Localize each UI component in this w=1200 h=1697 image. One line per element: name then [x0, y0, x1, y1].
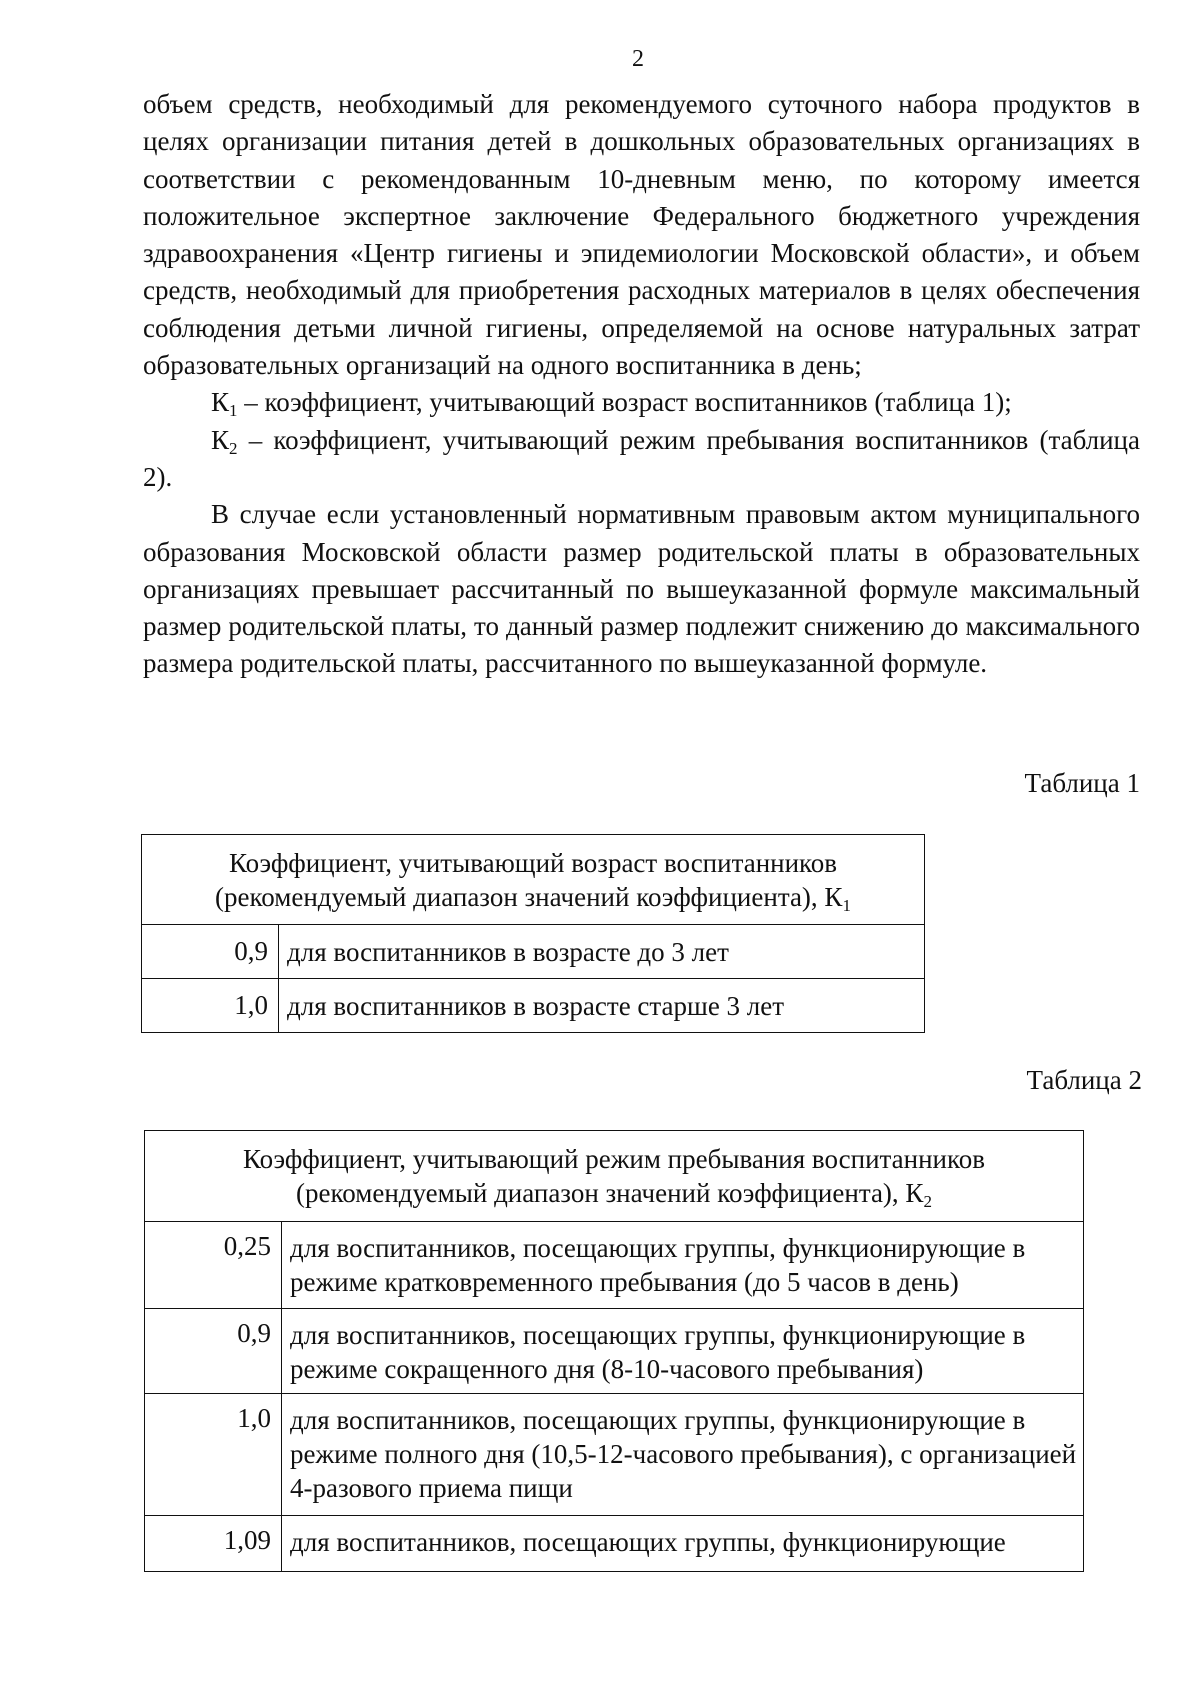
- table2-row2-description: для воспитанников, посещающих группы, функционирующие в режиме сокращенного дня (8-10-часового пребывания): [282, 1309, 1084, 1394]
- k1-text: – коэффициент, учитывающий возраст воспитанников (таблица 1);: [237, 387, 1012, 418]
- page-number: 2: [632, 46, 644, 72]
- table1-row1-value: 0,9: [142, 925, 279, 979]
- table2-label: Таблица 2: [1026, 1065, 1142, 1095]
- table-row: [145, 1394, 1084, 1516]
- table1-row1-description: для воспитанников в возрасте до 3 лет: [279, 925, 925, 979]
- table1-header-line1: Коэффициент, учитывающий возраст воспитанников: [228, 847, 838, 878]
- table2-row2-value: 0,9: [145, 1309, 282, 1394]
- table1-header: [142, 835, 925, 925]
- paragraph-k1-definition: [143, 384, 1140, 421]
- table1-header-line2: (рекомендуемый диапазон значений коэффициента), К: [215, 881, 843, 912]
- k2-text: – коэффициент, учитывающий режим пребывания воспитанников (таблица 2).: [143, 424, 1140, 492]
- paragraph-parent-fee-reduction: В случае если установленный нормативным правовым актом муниципального образования Московской области размер родительской платы в образовательных организациях превышает рассчитанный по вышеуказанной формуле максимальный размер родительской платы, то данный размер подлежит снижению до максимального размера родительской платы, рассчитанного по вышеуказанной формуле.: [143, 499, 1140, 679]
- table-row: [142, 979, 925, 1033]
- table-row: [145, 1309, 1084, 1394]
- k2-symbol: К: [211, 424, 230, 455]
- paragraph-k2-definition: [143, 422, 1140, 497]
- table1-header-line2-wrap: [142, 880, 924, 914]
- body-text: [143, 86, 1140, 683]
- table-row: [142, 925, 925, 979]
- table-row: [145, 1222, 1084, 1309]
- table2-header-subscript: 2: [923, 1192, 932, 1211]
- table-stay-mode-coefficient: [144, 1130, 1084, 1572]
- table2-row1-description: для воспитанников, посещающих группы, функционирующие в режиме кратковременного пребывания (до 5 часов в день): [282, 1222, 1084, 1309]
- table2-header-line1: Коэффициент, учитывающий режим пребывания воспитанников: [242, 1144, 985, 1174]
- table2-row4-value: 1,09: [145, 1516, 282, 1572]
- paragraph-volume-of-funds: объем средств, необходимый для рекомендуемого суточного набора продуктов в целях организации питания детей в дошкольных образовательных организациях в соответствии с рекомендованным 10-дневным меню, по которому имеется положительное экспертное заключение Федерального бюджетного учреждения здравоохранения «Центр гигиены и эпидемиологии Московской области», и объем средств, необходимый для приобретения расходных материалов в целях обеспечения соблюдения детьми личной гигиены, определяемой на основе натуральных затрат образовательных организаций на одного воспитанника в день;: [143, 89, 1140, 381]
- table2-row4-description: для воспитанников, посещающих группы, функционирующие: [282, 1516, 1084, 1572]
- table2-row3-description: для воспитанников, посещающих группы, функционирующие в режиме полного дня (10,5-12-часового пребывания), с организацией 4-разового приема пищи: [282, 1394, 1084, 1516]
- table1-header-row: [142, 835, 925, 925]
- k1-subscript: 1: [229, 401, 238, 421]
- table2-header: [145, 1131, 1084, 1222]
- table2-header-line2: (рекомендуемый диапазон значений коэффициента), К: [296, 1178, 924, 1208]
- table1-header-subscript: 1: [842, 895, 851, 915]
- table2-row3-value: 1,0: [145, 1394, 282, 1516]
- table2-header-row: [145, 1131, 1084, 1222]
- table1-row2-description: для воспитанников в возрасте старше 3 лет: [279, 979, 925, 1033]
- table1-row2-value: 1,0: [142, 979, 279, 1033]
- table-age-coefficient: [141, 834, 925, 1033]
- table1-label: Таблица 1: [1024, 768, 1140, 798]
- table2-row1-value: 0,25: [145, 1222, 282, 1309]
- k1-symbol: К: [211, 387, 230, 418]
- table2-header-line2-wrap: [145, 1176, 1083, 1210]
- k2-subscript: 2: [229, 438, 238, 458]
- table-row: [145, 1516, 1084, 1572]
